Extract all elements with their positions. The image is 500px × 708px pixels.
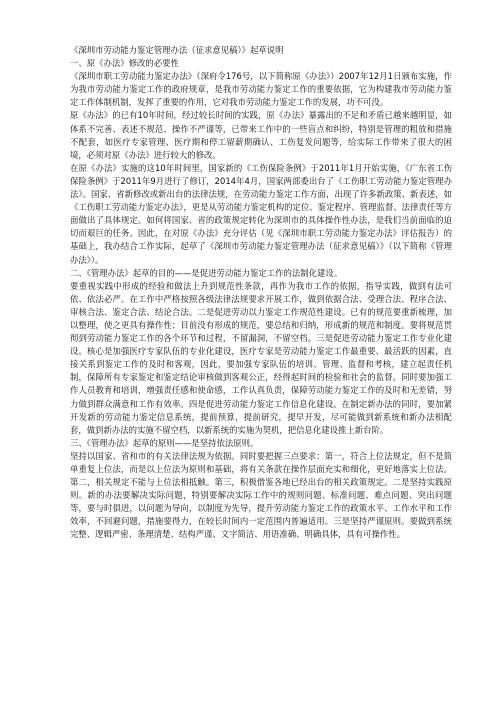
section-heading-3: 三、《管理办法》起草的原则——是坚持依法原则。 xyxy=(70,437,259,448)
paragraph-4: 要重视实践中形成的经验和做法上升到规范性条款，再作为我市工作的依据，指导实践，做到有法可依、依法必严。在工作中严格按照各级法律法规要求开展工作，做到依据合法、受理合法、程序合法、审核合法、鉴定合法、结论合法。二是促进劳动以力鉴定工作规范性建设。已有的规范要重新梳理，加以整理，使之更具有操作性；目前没有形成的规范，要总结和归纳，形成新的规范和制度。要将规范贯彻到劳动能力鉴定工作的各个环节和过程，不留漏洞，不留空档。三是促进劳动能力鉴定工作专业化建设。核心是加强医疗专家队伍的专业化建设，医疗专家是劳动能力鉴定工作最重要、最活跃的因素，直接关系到鉴定工作的及时和客观，因此，要加强专家队伍的培训、管理、监督和考核，建立起责任机制，保障所有专家鉴定和鉴定结论审核做到客观公正，经得起时间的检验和社会的监督。同时要加强工作人员教育和培训，增强责任感和使命感，工作认真负责，保障劳动能力鉴定工作的及时和无差错，努力做到群众满意和工作有效率。四是促进劳动能力鉴定工作信息化建设。在制定新办法的同时，要加紧开发新的劳动能力鉴定信息系统，提前预算，提前研究，提早开发，尽可能做到新系统和新办法相配套，做到新办法的实施不留空档，以新系统的实施为契机，把信息化建设推上新台阶。 xyxy=(70,280,452,435)
paragraph-2: 原《办法》的已有10年时间，经过较长时间的实践，原《办法》暴露出的不足和矛盾已越来越明显，如体系不完善、表述不规范、操作不严谨等，已带来工作中的一些盲点和纠纷，特别是管理的粗放和措施不配套，如医疗专家管理、医疗期和停工留薪期确认、工伤复发问题等，给实际工作带来了很大的困境，必须对原《办法》进行较大的修改。 xyxy=(70,110,452,160)
section-heading-1: 一、原《办法》修改的必要性 xyxy=(70,58,179,69)
paragraph-3: 在原《办法》实施的这10年时间里，国家新的《工伤保险条例》于2011年1月开始实施，《广东省工伤保险条例》于2011年9月进行了修订，2014年4月，国家两部委出台了《工伤职工劳动能力鉴定管理办法》。国家、省新修改或新出台的法律法规，在劳动能力鉴定工作方面，出现了许多新政策、新表述，如《工伤职工劳动能力鉴定办法》，更是从劳动能力鉴定机构的定位、鉴定程序、管理监督、法律责任等方面做出了具体规定。如何将国家、省的政策规定转化为深圳市的具体操作性办法，是我们当前面临的迫切而艰巨的任务。因此，在对原《办法》充分评估（见《深圳市职工劳动能力鉴定办法》评估报告）的基础上，我办结合工作实际，起草了《深圳市劳动能力鉴定管理办法（征求意见稿）》（以下简称《管理办法》）。 xyxy=(70,162,452,265)
section-heading-2: 二、《管理办法》起草的目的——是促进劳动能力鉴定工作的法制化建设。 xyxy=(70,267,343,278)
document-title: 《深圳市劳动能力鉴定管理办法（征求意见稿）》起草说明 xyxy=(70,45,284,55)
paragraph-5: 坚持以国家、省和市的有关法律法规为依据。同时要把握三点要求：第一，符合上位法规定，但不是简单重复上位法，而是以上位法为原则和基础，将有关条款在操作层面充实和细化，更好地落实上位法。第二，相关规定不能与上位法相抵触。第三，积极借鉴各地已经出台的相关政策规定。二是坚持实践原则。新的办法要解决实际问题，特别要解决实际工作中的规则问题、标准问题、难点问题、突出问题等，要与时俱进，以问题为导向，以制度为先导，提升劳动能力鉴定工作的政策水平、工作水平和工作效率，不回避问题，措施要得力，在较长时间内一定范围内普遍适用。三是坚持严谨原则。要做到系统完整、逻辑严密、条理清楚、结构严谨、文字简洁、用语准确、明确具体，具有可操作性。 xyxy=(70,450,452,540)
paragraph-1: 《深圳市职工劳动能力鉴定办法》（深府令176号，以下简称原《办法》）2007年12月1日颁布实施，作为我市劳动能力鉴定工作的政府规章，是我市劳动能力鉴定工作的重要依据，它为构建我市劳动能力鉴定工作体制机制，发挥了重要的作用，它对我市劳动能力鉴定工作的发展，功不可没。 xyxy=(70,71,452,108)
